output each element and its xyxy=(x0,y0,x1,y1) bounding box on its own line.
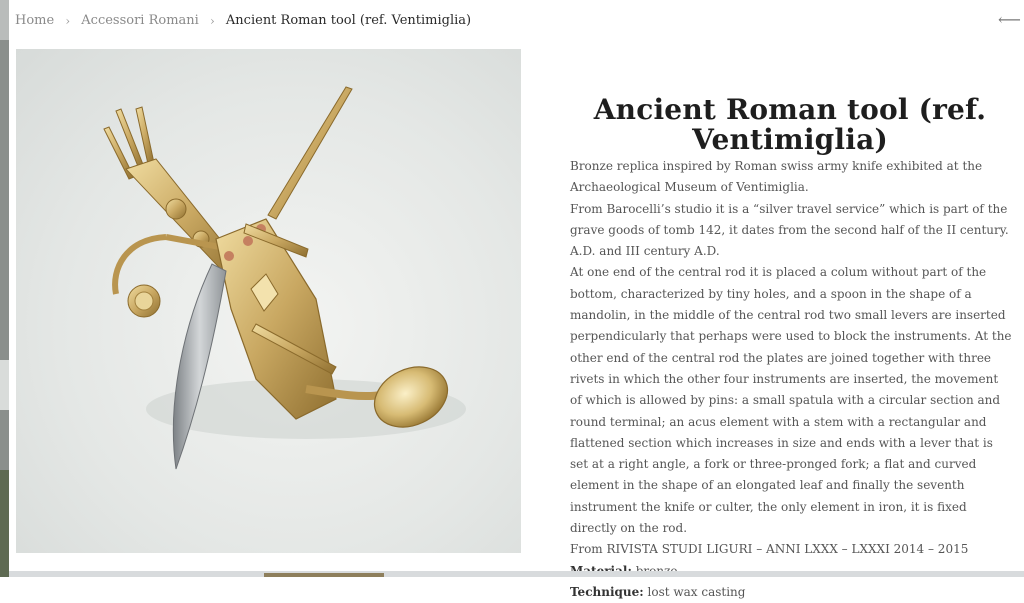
description-source: From RIVISTA STUDI LIGURI – ANNI LXXX – LXXXI 2014 – 2015 xyxy=(570,542,969,557)
technique-row xyxy=(570,582,1012,603)
bottom-edge xyxy=(9,571,1024,577)
breadcrumb-home-link[interactable]: Home xyxy=(15,13,55,28)
technique-value: lost wax casting xyxy=(643,584,746,599)
product-title: Ancient Roman tool (ref. Ventimiglia) xyxy=(593,92,987,156)
description-paragraph: At one end of the central rod it is placed a colum without part of the bottom, characterized by tiny holes, and a spoon in the shape of a mandolin, in the middle of the central rod two small levers are inserted perpendicularly that perhaps were used to block the instruments. At the other end of the central rod the plates are joined together with three rivets in which the other four instruments are inserted, the movement of which is allowed by pins: a small spatula with a circular section and round terminal; an acus element with a stem with a rectangular and flattened section which increases in size and ends with a lever that is set at a right angle, a fork or three-pronged fork; a flat and curved element in the shape of an elongated leaf and finally the seventh instrument the knife or culter, the only element in iron, it is fixed directly on the rod. xyxy=(570,265,1012,536)
chevron-right-icon: › xyxy=(209,13,215,28)
breadcrumb xyxy=(15,13,471,31)
description-paragraph: Bronze replica inspired by Roman swiss army knife exhibited at the Archaeological Museum of Ventimiglia. xyxy=(570,159,983,195)
breadcrumb-category-link[interactable]: Accessori Romani xyxy=(81,13,199,28)
breadcrumb-current: Ancient Roman tool (ref. Ventimiglia) xyxy=(225,13,472,28)
technique-label: Technique: xyxy=(570,584,644,599)
roman-tool-illustration xyxy=(16,49,521,553)
product-image[interactable] xyxy=(16,49,521,553)
background-window-strip xyxy=(0,0,9,577)
description-paragraph: From Barocelli’s studio it is a “silver travel service” which is part of the grave goods of tomb 142, it dates from the second half of the II century. A.D. and III century A.D. xyxy=(570,201,1009,259)
arrow-left-icon[interactable]: ⟵ xyxy=(998,10,1021,29)
chevron-right-icon: › xyxy=(65,13,71,28)
product-description xyxy=(570,156,1012,603)
